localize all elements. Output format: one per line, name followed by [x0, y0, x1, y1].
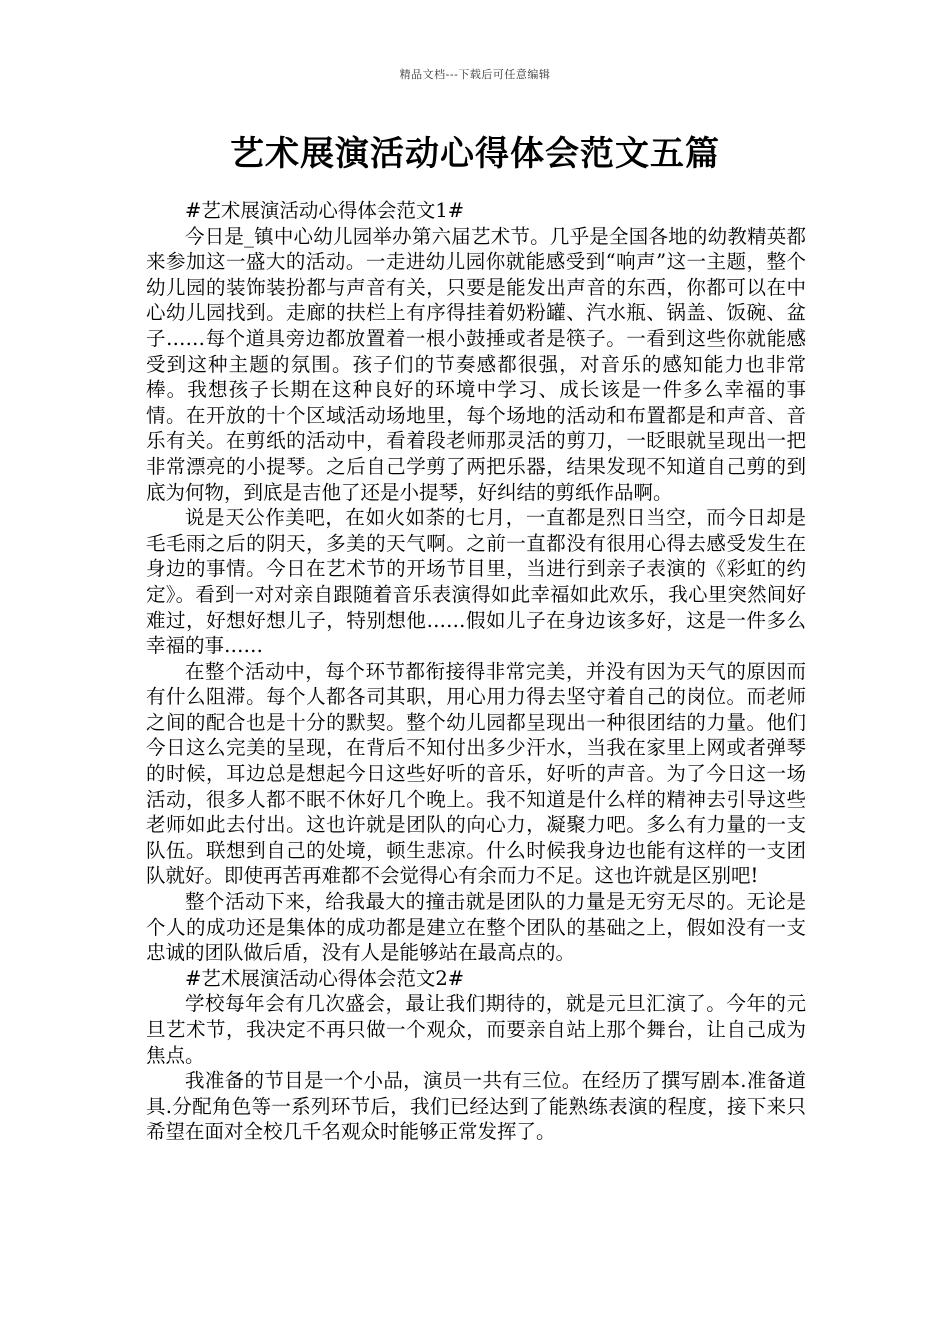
paragraph: 今日是_镇中心幼儿园举办第六届艺术节。几乎是全国各地的幼教精英都来参加这一盛大的活动。一走进幼儿园你就能感受到“响声”这一主题，整个幼儿园的装饰装扮都与声音有关，只要是能发出声音的东西，你都可以在中心幼儿园找到。走廊的扶栏上有序得挂着奶粉罐、汽水瓶、锅盖、饭碗、盆子……每个道具旁边都放置着一根小鼓捶或者是筷子。一看到这些你就能感受到这种主题的氛围。孩子们的节奏感都很强，对音乐的感知能力也非常棒。我想孩子长期在这种良好的环境中学习、成长该是一件多么幸福的事情。在开放的十个区域活动场地里，每个场地的活动和布置都是和声音、音乐有关。在剪纸的活动中，看着段老师那灵活的剪刀，一眨眼就呈现出一把非常漂亮的小提琴。之后自己学剪了两把乐器，结果发现不知道自己剪的到底为何物，到底是吉他了还是小提琴，好纠结的剪纸作品啊。: [146, 224, 806, 504]
section-heading-2: #艺术展演活动心得体会范文2#: [185, 966, 465, 990]
document-body: [146, 198, 806, 1145]
paragraph: 整个活动下来，给我最大的撞击就是团队的力量是无穷无尽的。无论是个人的成功还是集体的成功都是建立在整个团队的基础之上，假如没有一支忠诚的团队做后盾，没有人是能够站在最高点的。: [146, 890, 806, 965]
paragraph: 我准备的节目是一个小品，演员一共有三位。在经历了撰写剧本.准备道具.分配角色等一系列环节后，我们已经达到了能熟练表演的程度，接下来只希望在面对全校几千名观众时能够正常发挥了。: [146, 1069, 806, 1144]
section-heading-1: #艺术展演活动心得体会范文1#: [185, 199, 465, 222]
document-title: 艺术展演活动心得体会范文五篇: [230, 134, 720, 174]
paragraph: 在整个活动中，每个环节都衔接得非常完美，并没有因为天气的原因而有什么阻滞。每个人都各司其职，用心用力得去坚守着自己的岗位。而老师之间的配合也是十分的默契。整个幼儿园都呈现出一种很团结的力量。他们今日这么完美的呈现，在背后不知付出多少汗水，当我在家里上网或者弹琴的时候，耳边总是想起今日这些好听的音乐，好听的声音。为了今日这一场活动，很多人都不眠不休好几个晚上。我不知道是什么样的精神去引导这些老师如此去付出。这也许就是团队的向心力，凝聚力吧。多么有力量的一支队伍。联想到自己的处境，顿生悲凉。什么时候我身边也能有这样的一支团队就好。即使再苦再难都不会觉得心有余而力不足。这也许就是区别吧!: [146, 659, 806, 888]
page-header-note: 精品文档---下载后可任意编辑: [399, 68, 551, 81]
paragraph: 学校每年会有几次盛会，最让我们期待的，就是元旦汇演了。今年的元旦艺术节，我决定不再只做一个观众，而要亲自站上那个舞台，让自己成为焦点。: [146, 992, 806, 1067]
paragraph: 说是天公作美吧，在如火如荼的七月，一直都是烈日当空，而今日却是毛毛雨之后的阴天，多美的天气啊。之前一直都没有很用心得去感受发生在身边的事情。今日在艺术节的开场节目里，当进行到亲子表演的《彩虹的约定》。看到一对对亲自跟随着音乐表演得如此幸福如此欢乐，我心里突然间好难过，好想好想儿子，特别想他……假如儿子在身边该多好，这是一件多么幸福的事……: [146, 506, 806, 658]
